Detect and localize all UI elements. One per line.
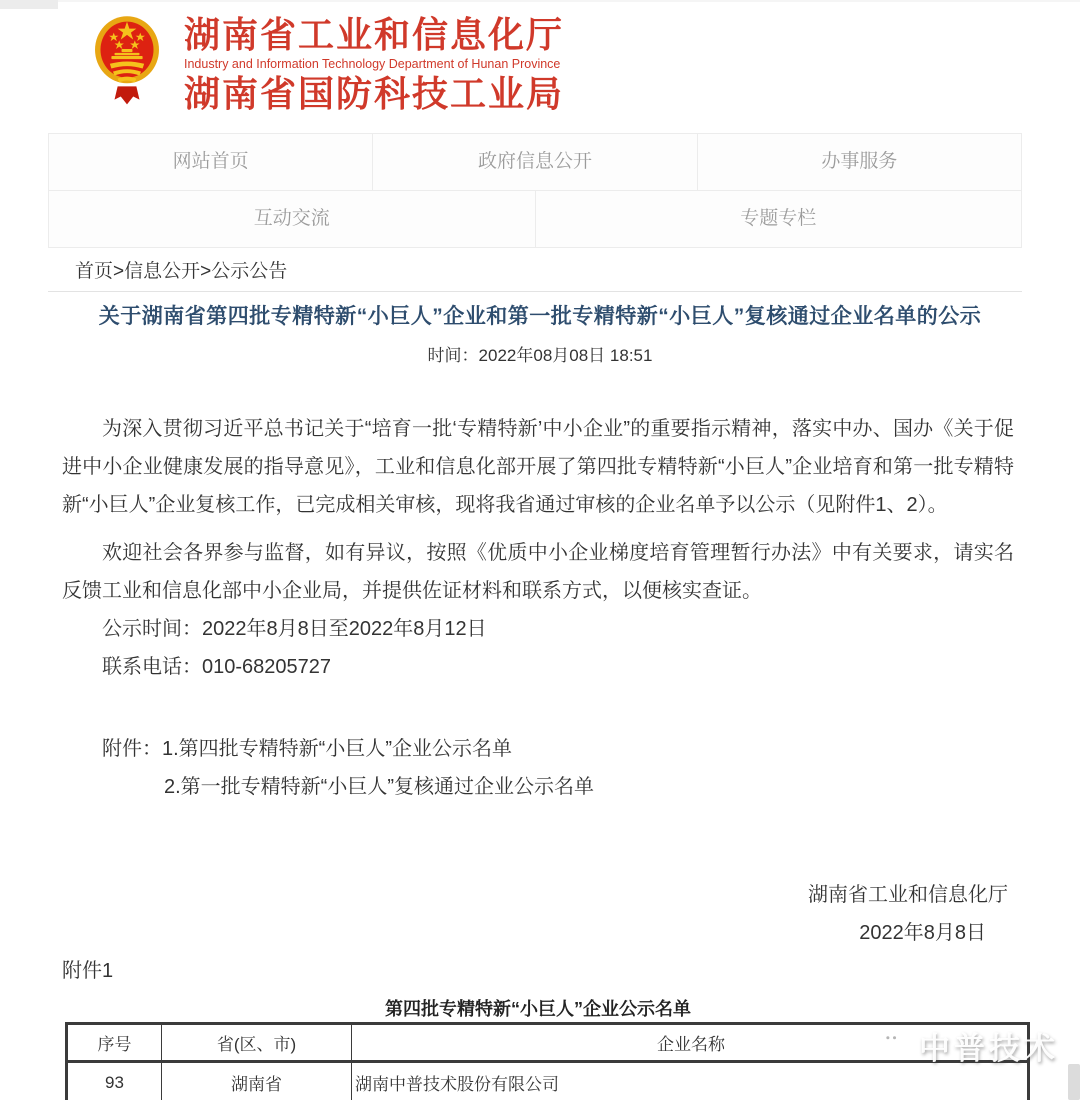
nav-row-1 <box>49 134 1021 191</box>
cell-index: 93 <box>67 1062 162 1100</box>
annex-table-head <box>67 1024 1029 1062</box>
breadcrumb-divider <box>48 291 1022 292</box>
paragraph-2: 欢迎社会各界参与监督，如有异议，按照《优质中小企业梯度培育管理暂行办法》中有关要求，请实名反馈工业和信息化部中小企业局，并提供佐证材料和联系方式，以便核实查证。 <box>62 542 1014 602</box>
site-masthead <box>184 14 564 115</box>
nav-item-home[interactable]: 网站首页 <box>49 134 373 190</box>
header-cell-province: 省(区、市) <box>162 1024 352 1062</box>
nav-item-interaction[interactable]: 互动交流 <box>49 191 536 247</box>
attachments-list <box>62 730 1014 806</box>
table-header-row <box>67 1024 1029 1062</box>
page-title: 关于湖南省第四批专精特新“小巨人”企业和第一批专精特新“小巨人”复核通过企业名单的公示 <box>98 305 982 328</box>
annex-label: 附件1 <box>62 960 114 982</box>
nav-row-2 <box>49 191 1021 247</box>
main-nav <box>48 133 1022 248</box>
annex-table <box>65 1022 1030 1100</box>
header-cell-index: 序号 <box>67 1024 162 1062</box>
top-hairline <box>0 0 1080 2</box>
publicity-period: 公示时间：2022年8月8日至2022年8月12日 <box>102 618 487 640</box>
cell-province: 湖南省 <box>162 1062 352 1100</box>
breadcrumb[interactable]: 首页>信息公开>公示公告 <box>75 261 288 282</box>
signature-date: 2022年8月8日 <box>859 922 986 944</box>
top-left-artifact <box>0 0 58 9</box>
article-body <box>62 410 1014 1028</box>
signature-block <box>62 876 1014 952</box>
scrollbar-thumb[interactable] <box>1068 1064 1080 1100</box>
paragraph-1: 为深入贯彻习近平总书记关于“培育一批‘专精特新’中小企业”的重要指示精神，落实中办、国办《关于促进中小企业健康发展的指导意见》，工业和信息化部开展了第四批专精特新“小巨人”企业培育和第一批专精特新“小巨人”企业复核工作，已完成相关审核，现将我省通过审核的企业名单予以公示（见附件1、2）。 <box>62 418 1014 516</box>
contact-phone: 联系电话：010-68205727 <box>102 656 332 678</box>
nav-item-special-topics[interactable]: 专题专栏 <box>740 208 817 229</box>
national-emblem-logo <box>88 12 166 114</box>
annex-table-title: 第四批专精特新“小巨人”企业公示名单 <box>385 999 691 1019</box>
org-name-secondary: 湖南省国防科技工业局 <box>184 73 565 114</box>
org-name-english: Industry and Information Technology Department of Hunan Province <box>184 57 561 71</box>
signature-org: 湖南省工业和信息化厅 <box>808 884 1008 906</box>
table-row <box>67 1062 1029 1100</box>
nav-item-gov-info[interactable]: 政府信息公开 <box>373 134 697 190</box>
publish-time: 时间：2022年08月08日 18:51 <box>427 346 653 365</box>
nav-item-services[interactable]: 办事服务 <box>821 151 898 172</box>
attachment-item-2: 2.第一批专精特新“小巨人”复核通过企业公示名单 <box>164 776 594 798</box>
header-cell-company: 企业名称 <box>352 1024 1029 1062</box>
watermark-text: 中普技术 <box>919 1030 1059 1066</box>
annex-table-body <box>67 1062 1029 1100</box>
org-name-primary: 湖南省工业和信息化厅 <box>184 14 565 55</box>
attachment-item-1: 附件：1.第四批专精特新“小巨人”企业公示名单 <box>102 738 512 760</box>
cell-company: 湖南中普技术股份有限公司 <box>352 1062 1029 1100</box>
